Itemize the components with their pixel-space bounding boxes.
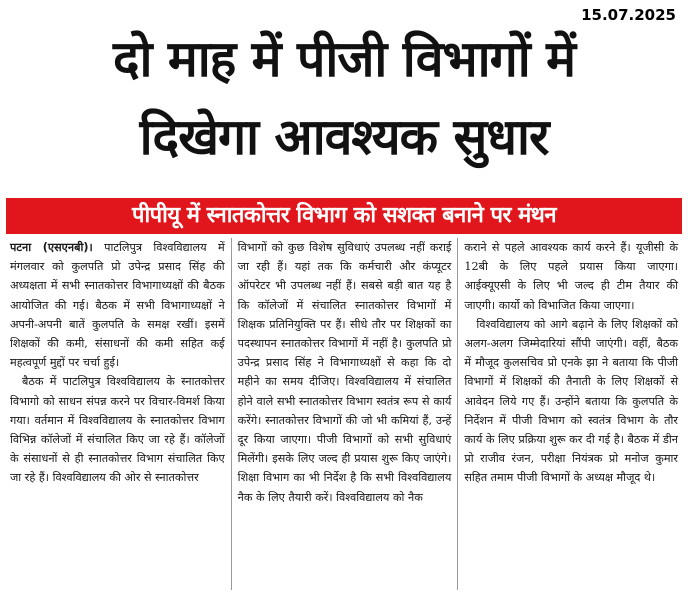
dateline: पटना (एसएनबी)। [10,241,93,254]
article-body [4,238,684,590]
article-column-3 [457,238,684,590]
article-paragraph: कराने से पहले आवश्यक कार्य करने हैं। यूजीसी के 12बी के लिए पहले प्रयास किया जाएगा। आईक्यूएसी के लिए भी जल्द ही टीम तैयार की जाएगी। कार्यो को विभाजित किया जाएगा। [464,241,679,312]
article-paragraph: विभागों को कुछ विशेष सुविधाएं उपलब्ध नहीं कराई जा रही हैं। यहां तक कि कर्मचारी और कंप्यूटर ऑपरेटर भी उपलब्ध नहीं हैं। सबसे बड़ी बात यह है कि कॉलेजों में संचालित स्नातकोत्तर विभागों में शिक्षक प्रतिनियुक्ति पर हैं। सीधे तौर पर शिक्षकों का पदस्थापन स्नातकोत्तर विभागों में नहीं है। कुलपति प्रो उपेन्द्र प्रसाद सिंह ने विभागाध्यक्षों से कहा कि दो महीने का समय दीजिए। विश्वविद्यालय में संचालित होने वाले सभी स्नातकोत्तर विभाग स्वतंत्र रूप से कार्य करेंगे। स्नातकोत्तर विभागों की जो भी कमियां हैं, उन्हें दूर किया जाएगा। पीजी विभागों को सभी सुविधाएं मिलेंगी। इसके लिए जल्द ही प्रयास शुरू किए जाएंगे। शिक्षा विभाग का भी निर्देश है कि सभी विश्वविद्यालय नैक के लिए तैयारी करें। विश्वविद्यालय को नैक [237,241,452,504]
article-column-1 [4,238,231,590]
subheadline-banner: पीपीयू में स्नातकोत्तर विभाग को सशक्त बनाने पर मंथन [6,198,682,234]
article-column-2 [231,238,458,590]
headline-line-2: दिखेगा आवश्यक सुधार [139,108,549,166]
article-paragraph: बैठक में पाटलिपुत्र विश्वविद्यालय के स्नातकोत्तर विभागो को साधन संपन्न करने पर विचार-विमर्श किया गया। वर्तमान में विश्वविद्यालय के स्नातकोत्तर विभाग विभिन्न कॉलेजों में संचालित किए जा रहे हैं। कॉलेजों के संसाधनों से ही स्नातकोत्तर विभाग संचालित किए जा रहे हैं। विश्वविद्यालय की ओर से स्नातकोत्तर [10,375,225,485]
paragraph-text: पाटलिपुत्र विश्वविद्यालय में मंगलवार को कुलपति प्रो उपेन्द्र प्रसाद सिंह की अध्यक्षता में सभी स्नातकोत्तर विभागाध्यक्षों की बैठक आयोजित की गई। बैठक में सभी विभागाध्यक्षों ने अपनी-अपनी बातें कुलपति के समक्ष रखीं। इसमें शिक्षकों की कमी, संसाधनों की कमी सहित कई महत्वपूर्ण मुद्दों पर चर्चा हुई। [10,241,225,370]
article-paragraph: विश्वविद्यालय को आगे बढ़ाने के लिए शिक्षकों को अलग-अलग जिम्मेदारियां सौंपी जाएंगी। वहीं, बैठक में मौजूद कुलसचिव प्रो एनके झा ने बताया कि पीजी विभागों में शिक्षकों की तैनाती के लिए शिक्षकों से आवेदन लिये गए हैं। उन्होंने बताया कि कुलपति के निर्देशन में पीजी विभाग को स्वतंत्र विभाग के तौर कार्य के लिए प्रक्रिया शुरू कर दी गई है। बैठक में डीन प्रो राजीव रंजन, परीक्षा नियंत्रक प्रो मनोज कुमार सहित तमाम पीजी विभागों के अध्यक्ष मौजूद थे। [464,317,679,485]
article-paragraph [10,238,225,372]
headline-line-1: दो माह में पीजी विभागों में [112,30,576,88]
publication-date: 15.07.2025 [581,6,676,24]
